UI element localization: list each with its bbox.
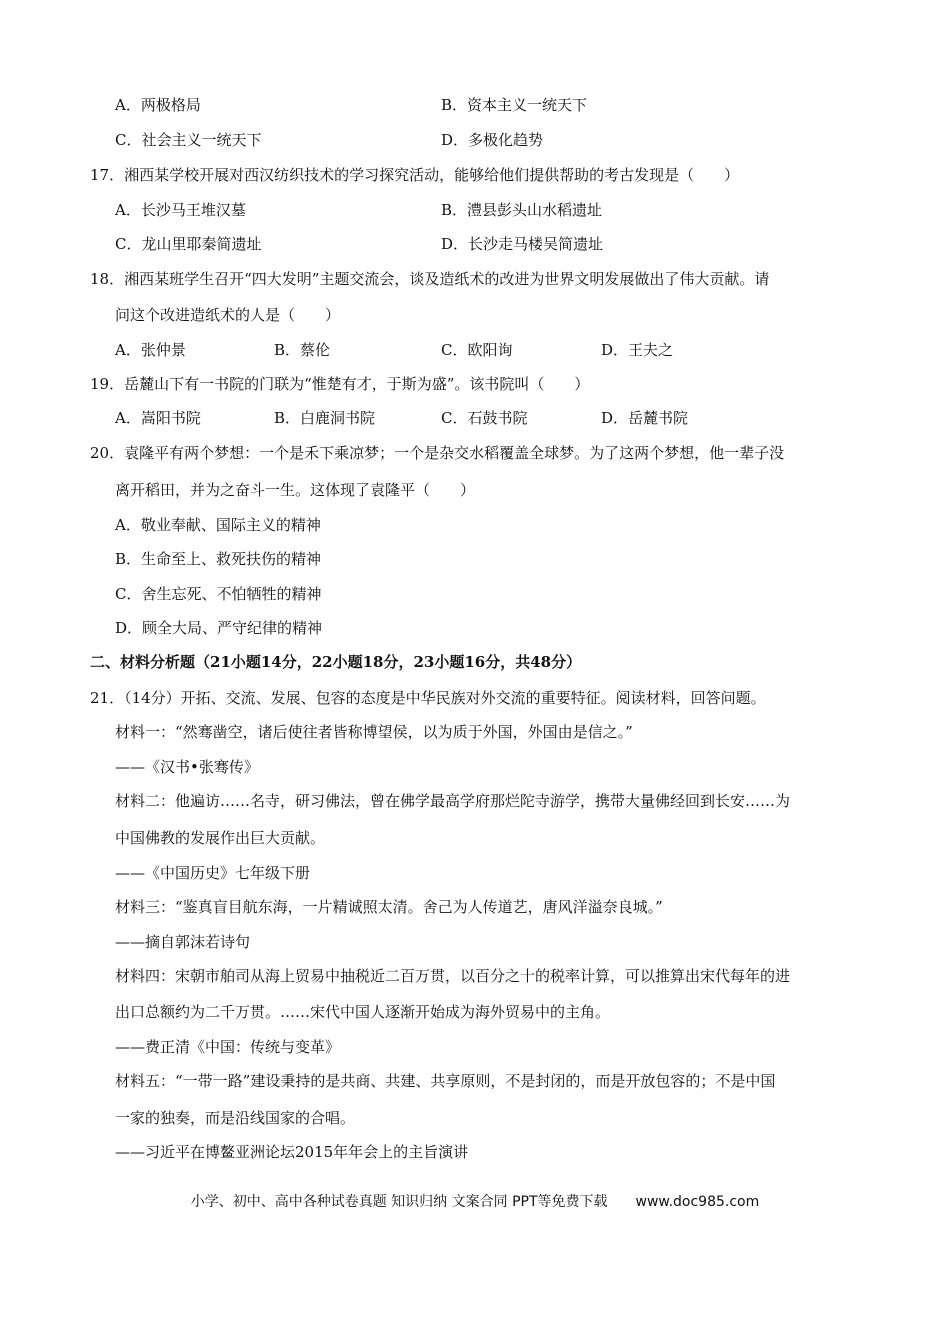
- material-5-line1: 材料五：“一带一路”建设秉持的是共商、共建、共享原则，不是封闭的，而是开放包容的；不是中国: [115, 1072, 776, 1090]
- material-5-line2: 一家的独奏，而是沿线国家的合唱。: [115, 1109, 356, 1127]
- material-2-line2: 中国佛教的发展作出巨大贡献。: [115, 829, 326, 847]
- q16-option-d: D．多极化趋势: [441, 131, 544, 149]
- q17-stem: 17．湘西某学校开展对西汉纺织技术的学习探究活动，能够给他们提供帮助的考古发现是（ ）: [90, 166, 740, 184]
- q17-option-d: D．长沙走马楼吴简遗址: [441, 235, 604, 253]
- q17-option-c: C．龙山里耶秦简遗址: [115, 235, 262, 253]
- q20-option-d: D．顾全大局、严守纪律的精神: [115, 619, 323, 637]
- q20-option-c: C．舍生忘死、不怕牺牲的精神: [115, 585, 322, 603]
- material-5-source: ——习近平在博鳌亚洲论坛2015年年会上的主旨演讲: [115, 1143, 469, 1161]
- material-1-text: 材料一：“然骞凿空，诸后使往者皆称博望侯，以为质于外国，外国由是信之。”: [115, 723, 633, 741]
- material-3-text: 材料三：“鉴真盲目航东海，一片精诚照太清。舍己为人传道艺，唐风洋溢奈良城。”: [115, 898, 663, 916]
- q18-option-c: C．欧阳询: [441, 341, 513, 359]
- material-4-line1: 材料四：宋朝市舶司从海上贸易中抽税近二百万贯，以百分之十的税率计算，可以推算出宋代每年的进: [115, 967, 791, 985]
- q20-stem-line2: 离开稻田，并为之奋斗一生。这体现了袁隆平（ ）: [115, 481, 476, 499]
- material-2-source: ——《中国历史》七年级下册: [115, 864, 311, 882]
- q20-option-a: A．敬业奉献、国际主义的精神: [115, 516, 321, 534]
- material-4-source: ——费正清《中国：传统与变革》: [115, 1038, 341, 1056]
- q16-option-b: B．资本主义一统天下: [441, 96, 588, 114]
- q17-option-b: B．澧县彭头山水稻遗址: [441, 201, 603, 219]
- q18-option-a: A．张仲景: [115, 341, 186, 359]
- page-footer: [0, 1191, 950, 1211]
- q18-stem-line2: 问这个改进造纸术的人是（ ）: [115, 306, 341, 324]
- q19-option-a: A．嵩阳书院: [115, 409, 201, 427]
- material-2-line1: 材料二：他遍访……名寺，研习佛法，曾在佛学最高学府那烂陀寺游学，携带大量佛经回到长安……为: [115, 792, 791, 810]
- footer-url[interactable]: www.doc985.com: [635, 1194, 760, 1210]
- q16-option-c: C．社会主义一统天下: [115, 131, 262, 149]
- q18-stem-line1: 18．湘西某班学生召开“四大发明”主题交流会，谈及造纸术的改进为世界文明发展做出了伟大贡献。请: [90, 270, 770, 288]
- footer-text: 小学、初中、高中各种试卷真题 知识归纳 文案合同 PPT等免费下载: [190, 1194, 608, 1210]
- material-4-line2: 出口总额约为二千万贯。……宋代中国人逐渐开始成为海外贸易中的主角。: [115, 1003, 611, 1021]
- q19-stem: 19．岳麓山下有一书院的门联为“惟楚有才，于斯为盛”。该书院叫（ ）: [90, 375, 590, 393]
- material-1-source: ——《汉书•张骞传》: [115, 758, 259, 776]
- q20-option-b: B．生命至上、救死扶伤的精神: [115, 550, 322, 568]
- material-3-source: ——摘自郭沫若诗句: [115, 933, 251, 951]
- q18-option-d: D．王夫之: [601, 341, 674, 359]
- q19-option-b: B．白鹿洞书院: [274, 409, 376, 427]
- q19-option-c: C．石鼓书院: [441, 409, 528, 427]
- q18-option-b: B．蔡伦: [274, 341, 331, 359]
- q16-option-a: A．两极格局: [115, 96, 201, 114]
- q20-stem-line1: 20．袁隆平有两个梦想：一个是禾下乘凉梦；一个是杂交水稻覆盖全球梦。为了这两个梦想，他一辈子没: [90, 444, 785, 462]
- q17-option-a: A．长沙马王堆汉墓: [115, 201, 246, 219]
- q21-stem: 21．（14分）开拓、交流、发展、包容的态度是中华民族对外交流的重要特征。阅读材料，回答问题。: [90, 689, 766, 707]
- q19-option-d: D．岳麓书院: [601, 409, 689, 427]
- section-heading: 二、材料分析题（21小题14分，22小题18分，23小题16分，共48分）: [90, 653, 582, 671]
